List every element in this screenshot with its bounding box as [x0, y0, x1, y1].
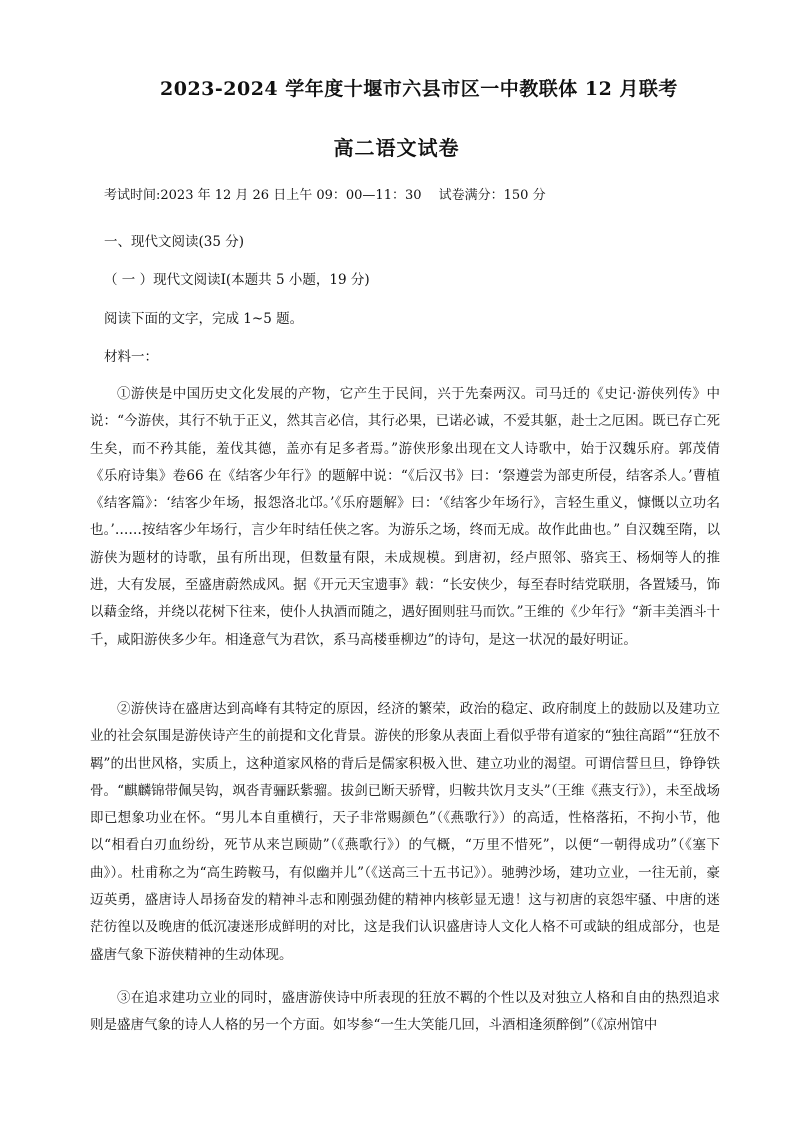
paragraph-2: ②游侠诗在盛唐达到高峰有其特定的原因，经济的繁荣，政治的稳定、政府制度上的鼓励以及建功立业的社会氛围是游侠诗产生的前提和文化背景。游侠的形象从表面上看似乎带有道家的“独往高蹈”“狂放不羁”的出世风格，实质上，这种道家风格的背后是儒家积极入世、建立功业的渴望。可谓信誓旦旦，铮铮铁骨。“麒麟锦带佩吴钩，飒沓青骊跃紫骝。拔剑已断天骄臂，归鞍共饮月支头”（王维《燕支行》），未至战场即已想象功业在怀。“男儿本自重横行，天子非常赐颜色”（《燕歌行》）的高适，性格落拓，不拘小节，他以“相看白刃血纷纷，死节从来岂顾勋”（《燕歌行》）的气概，“万里不惜死”，以便“一朝得成功”（《塞下曲》）。杜甫称之为“高生跨鞍马，有似幽并儿”（《送高三十五书记》）。驰骋沙场，建功立业，一往无前，豪迈英勇，盛唐诗人昂扬奋发的精神斗志和刚强劲健的精神内核彰显无遗！这与初唐的哀怨牢骚、中唐的迷茫彷徨以及晚唐的低沉凄迷形成鲜明的对比，这是我们认识盛唐诗人文化人格不可或缺的组成部分，也是盛唐气象下游侠精神的生动体现。	[90, 701, 720, 963]
section-heading: 一、现代文阅读(35 分)	[104, 234, 245, 250]
reading-instruction: 阅读下面的文字，完成 1~5 题。	[104, 311, 304, 327]
exam-info: 考试时间:2023 年 12 月 26 日上午 09：00—11：30 试卷满分：150 分	[104, 188, 546, 203]
material-label: 材料一：	[104, 349, 158, 365]
document-title: 2023-2024 学年度十堰市六县市区一中教联体 12 月联考	[160, 78, 678, 100]
subsection-heading: （ 一 ）现代文阅读Ⅰ(本题共 5 小题，19 分)	[104, 272, 370, 288]
paragraph-1: ①游侠是中国历史文化发展的产物，它产生于民间，兴于先秦两汉。司马迁的《史记·游侠列传》中说：“今游侠，其行不轨于正义，然其言必信，其行必果，已诺必诚，不爱其躯，赴士之厄困。既已存亡死生矣，而不矜其能，羞伐其德，盖亦有足多者焉。”游侠形象出现在文人诗歌中，始于汉魏乐府。郭茂倩《乐府诗集》卷66 在《结客少年行》的题解中说：“《后汉书》曰：‘祭遵尝为部吏所侵，结客杀人。’曹植《结客篇》：‘结客少年场，报怨洛北邙。’《乐府题解》曰：‘《结客少年场行》，言轻生重义，慷慨以立功名也。’……按结客少年场行，言少年时结任侠之客。为游乐之场，终而无成。故作此曲也。” 自汉魏至隋，以游侠为题材的诗歌，虽有所出现，但数量有限，未成规模。到唐初，经卢照邻、骆宾王、杨炯等人的推进，大有发展，至盛唐蔚然成风。据《开元天宝遗事》载：“长安侠少，每至春时结党联朋，各置矮马，饰以藉金络，并绕以花树下往来，使仆人执酒而随之，遇好囿则驻马而饮。”王维的《少年行》“新丰美酒斗十千，咸阳游侠多少年。相逢意气为君饮，系马高楼垂柳边”的诗句，是这一状况的最好明证。	[90, 386, 720, 648]
document-subtitle: 高二语文试卷	[333, 136, 460, 160]
paragraph-3: ③在追求建功立业的同时，盛唐游侠诗中所表现的狂放不羁的个性以及对独立人格和自由的热烈追求则是盛唐气象的诗人人格的另一个方面。如岑参“一生大笑能几回，斗酒相逢须醉倒”（《凉州馆中	[90, 990, 720, 1034]
